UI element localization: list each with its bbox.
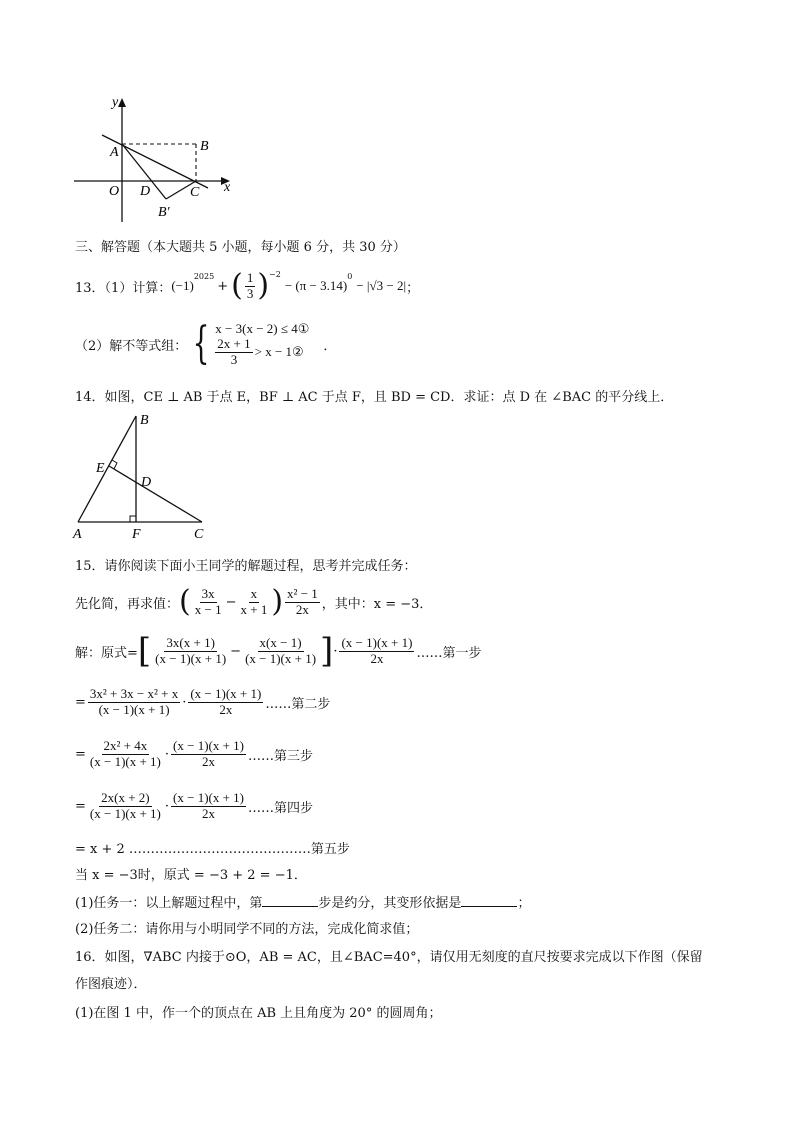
fig14-label-F: F [132, 527, 141, 542]
q15-step1-mult [339, 636, 414, 667]
seg-A-B [78, 416, 136, 522]
line-through-A-C [102, 135, 208, 188]
q13-ineq2 [215, 337, 309, 368]
q13-frac-den: 3 [246, 285, 254, 301]
y-axis-arrow [118, 98, 126, 107]
q13-abs: − |√3 − 2| [356, 278, 407, 293]
q15-task-frac2-den: x + 1 [240, 601, 268, 617]
q15-step4-frac [88, 791, 163, 822]
q16-line1: 16．如图，∇ABC 内接于⊙O，AB = AC，且∠BAC=40°，请仅用无刻度的直尺按要求完成以下作图（保留 [75, 950, 703, 965]
q15-task1 [75, 892, 530, 911]
q15-step3-mult [171, 739, 246, 770]
q15-step3-label: ……第三步 [248, 748, 314, 764]
q13-frac-num: 1 [246, 269, 254, 285]
q15-task-frac1 [193, 587, 224, 618]
q13-paren-open: ( [231, 268, 243, 303]
q13-paren-close: ) [257, 268, 270, 303]
q14-text: 14．如图，CE ⊥ AB 于点 E，BF ⊥ AC 于点 F，且 BD = CD．求证：点 D 在 ∠BAC 的平分线上． [75, 390, 674, 405]
q16-line3: (1)在图 1 中，作一个的顶点在 AB 上且角度为 20° 的圆周角； [75, 1006, 442, 1021]
q13-ineq2-rest: > x − 1② [254, 344, 304, 359]
q15-step4-label: ……第四步 [248, 800, 314, 816]
q15-step2-mult-den: 2x [219, 701, 233, 717]
q15-task-frac2-num: x [250, 585, 258, 601]
q15-step3-eq: = [75, 746, 86, 762]
q15-step3-frac [88, 739, 163, 770]
label-y: y [112, 95, 119, 110]
q15-task1-c: ； [517, 896, 531, 911]
q13-ineq2-den: 3 [230, 351, 238, 367]
q15-task1-blank1[interactable] [262, 906, 318, 907]
q15-step3 [75, 734, 313, 774]
label-Bprime: B′ [158, 205, 170, 220]
q13-exp-c: 0 [347, 272, 353, 281]
right-angle-F [130, 516, 136, 522]
q15-step1-frac1-den: (x − 1)(x + 1) [155, 650, 227, 666]
q15-step2-label: ……第二步 [265, 696, 331, 712]
label-O: O [109, 184, 120, 199]
q15-step3-mult-den: 2x [202, 753, 216, 769]
q13-part2 [75, 316, 336, 372]
q15-step2-frac [88, 687, 180, 718]
q15-step4-mult-num: (x − 1)(x + 1) [173, 789, 245, 805]
q15-step2 [75, 682, 330, 722]
q15-step1-frac2 [243, 636, 318, 667]
q15-step3-mult-num: (x − 1)(x + 1) [173, 737, 245, 753]
q15-step1-label: ……第一步 [416, 645, 482, 661]
q15-step1-frac1 [153, 636, 228, 667]
q15-step3-den: (x − 1)(x + 1) [89, 753, 161, 769]
q15-task-frac1-den: x − 1 [194, 601, 222, 617]
q15-step1-mult-num: (x − 1)(x + 1) [341, 634, 413, 650]
q15-step2-eq: = [75, 694, 86, 710]
q15-step1-dot: · [333, 643, 338, 659]
q15-step3-dot: · [164, 746, 170, 762]
q15-step1-frac1-num: 3x(x + 1) [166, 634, 215, 650]
q15-step1 [75, 628, 481, 674]
label-B: B [200, 139, 209, 154]
q13-system [215, 321, 309, 368]
fig14-label-A: A [73, 527, 82, 542]
q15-step1-minus: − [230, 643, 242, 659]
q15-step1-bracket-close: ] [320, 631, 334, 671]
q15-step2-num: 3x² + 3x − x² + x [89, 685, 179, 701]
q15-step1-bracket-open: [ [137, 631, 152, 671]
q15-step2-mult [188, 687, 263, 718]
label-C: C [190, 185, 200, 200]
q15-task-prefix: 先化简，再求值： [75, 596, 180, 612]
q13-part1-prefix: 13．（1）计算： [75, 280, 172, 296]
q13-part2-end: ． [323, 338, 337, 354]
q13-part2-prefix: （2）解不等式组： [75, 338, 188, 354]
q15-task [75, 580, 432, 624]
q15-task-frac3-num: x² − 1 [287, 585, 318, 601]
q13-exp-a: 2025 [193, 272, 215, 281]
q13-system-brace: { [192, 318, 210, 369]
fig14-label-D: D [141, 475, 152, 490]
section-heading: 三、解答题（本大题共 5 小题，每小题 6 分，共 30 分） [75, 240, 406, 255]
q14-figure [70, 410, 220, 542]
q15-task-frac3 [285, 587, 320, 618]
seg-E-C [109, 466, 202, 522]
q15-task1-b: 步是约分，其变形依据是 [318, 896, 462, 911]
label-D: D [140, 184, 151, 199]
label-A: A [110, 145, 119, 160]
q15-task-frac3-den: 2x [295, 601, 309, 617]
q15-step1-mult-den: 2x [370, 650, 384, 666]
q15-task1-a: (1)任务一：以上解题过程中，第 [75, 896, 263, 911]
q13-term-a: (−1) [171, 278, 194, 293]
q15-step2-dot: · [182, 694, 187, 710]
q13-exp-b: −2 [269, 270, 281, 279]
q13-ineq2-num: 2x + 1 [217, 335, 251, 351]
q15-step4 [75, 786, 313, 826]
q15-step1-frac2-den: (x − 1)(x + 1) [245, 650, 317, 666]
q15-step2-mult-num: (x − 1)(x + 1) [190, 685, 262, 701]
fig14-label-C: C [194, 527, 204, 542]
q15-step4-mult-den: 2x [202, 805, 216, 821]
q15-task-minus: − [225, 594, 237, 610]
label-x: x [224, 180, 231, 195]
q15-step1-frac2-num: x(x − 1) [259, 634, 302, 650]
q16-line2: 作图痕迹）． [75, 977, 147, 992]
q15-task-paren-open: ( [179, 584, 191, 619]
q15-step4-eq: = [75, 798, 86, 814]
q15-step4-num: 2x(x + 2) [101, 789, 150, 805]
q13-frac [245, 271, 256, 302]
q15-sol-prefix: 解：原式= [75, 645, 138, 661]
q15-step4-den: (x − 1)(x + 1) [89, 805, 161, 821]
q15-task1-blank2[interactable] [461, 906, 517, 907]
q15-when: 当 x = −3时，原式 = −3 + 2 = −1． [75, 868, 307, 883]
q15-step4-dot: · [164, 798, 170, 814]
q15-task-frac1-num: 3x [201, 585, 215, 601]
q15-step3-num: 2x² + 4x [103, 737, 148, 753]
q15-step4-mult [171, 791, 246, 822]
q13-mid: − (π − 3.14) [284, 278, 348, 293]
q15-step5: = x + 2 ……………………………………第五步 [75, 842, 350, 857]
q15-task-suffix: ，其中：x = −3． [321, 596, 433, 612]
q13-end: ； [406, 280, 420, 296]
q15-intro: 15．请你阅读下面小王同学的解题过程，思考并完成任务： [75, 559, 417, 574]
q15-task-paren-close: ) [271, 584, 284, 619]
q15-task-frac2 [238, 587, 269, 618]
q13-ineq1: x − 3(x − 2) ≤ 4① [215, 320, 310, 336]
q15-step2-den: (x − 1)(x + 1) [98, 701, 170, 717]
q13-plus: + [217, 278, 229, 294]
fig14-label-B: B [140, 413, 149, 428]
q15-task2: (2)任务二：请你用与小明同学不同的方法，完成化简求值； [75, 922, 419, 937]
coordinate-figure [70, 92, 250, 227]
q13-part1 [75, 266, 419, 306]
fig14-label-E: E [96, 461, 105, 476]
q13-ineq2-frac [215, 337, 252, 368]
